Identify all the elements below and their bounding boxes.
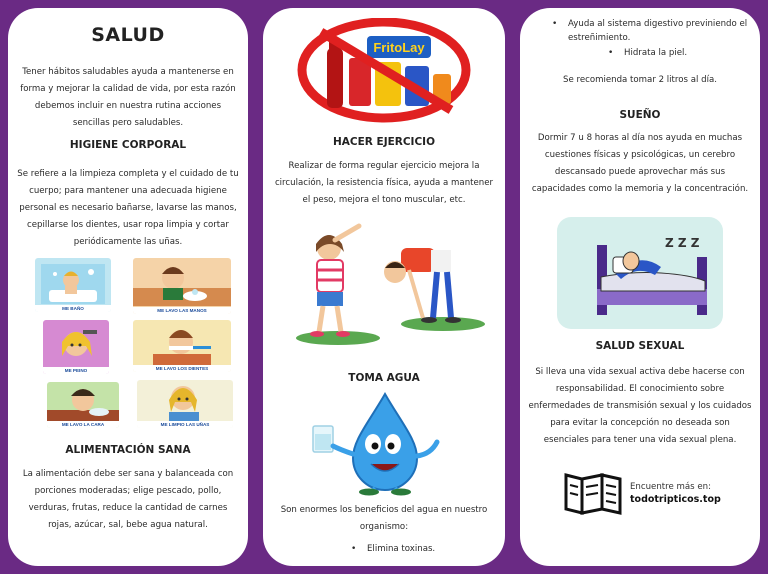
panel-salud bbox=[8, 8, 248, 566]
sleep-text: Dormir 7 u 8 horas al día nos ayuda en muchas cuestiones físicas y psicológicas, un cerebro descansado puede aprovechar más sus capacidades como la memoria y la concentración. bbox=[531, 133, 749, 194]
heading-salud-sexual: SALUD SEXUAL bbox=[595, 340, 685, 352]
exercise-illustration bbox=[283, 220, 493, 350]
footer-text: Encuentre más en: bbox=[630, 482, 711, 492]
footer-link[interactable]: todotripticos.top bbox=[630, 494, 721, 505]
water-bullet-1: • Elimina toxinas. bbox=[351, 544, 436, 554]
bullet-skin: • Hidrata la piel. bbox=[608, 48, 688, 58]
heading-higiene: HIGIENE CORPORAL bbox=[69, 139, 187, 151]
water-drop-illustration bbox=[305, 388, 455, 496]
hygiene-bath-image bbox=[35, 258, 111, 312]
intro-text: Tener hábitos saludables ayuda a mantenerse en forma y mejorar la calidad de vida, por esta razón debemos incluir en nuestra rutina acciones sencillas pero saludables. bbox=[20, 67, 236, 128]
hygiene-teeth-image bbox=[133, 320, 231, 372]
heading-sueno: SUEÑO bbox=[619, 109, 661, 121]
bullet-digestive-text: Ayuda al sistema digestivo previniendo el estreñimiento. bbox=[568, 19, 748, 43]
caption-manos: ME LAVO LAS MANOS bbox=[133, 307, 231, 314]
hygiene-face-image bbox=[47, 382, 119, 428]
heading-agua: TOMA AGUA bbox=[348, 372, 420, 384]
sleep-illustration bbox=[557, 217, 723, 329]
bullet-skin-text: Hidrata la piel. bbox=[624, 48, 688, 58]
hygiene-text: Se refiere a la limpieza completa y el cuidado de tu cuerpo; para mantener una adecuada higiene personal es necesario bañarse, lavarse las manos, cepillarse los dientes, usar ropa limpia y cortar periódicamente las uñas. bbox=[17, 169, 239, 247]
heading-alimentacion: ALIMENTACIÓN SANA bbox=[65, 444, 191, 456]
caption-bano: ME BAÑO bbox=[35, 305, 111, 312]
bullet-digestive: • Ayuda al sistema digestivo previniendo el estreñimiento. bbox=[552, 19, 748, 43]
hygiene-comb-image bbox=[43, 320, 109, 374]
exercise-text: Realizar de forma regular ejercicio mejora la circulación, la resistencia física, ayuda a mantener el peso, mejora el tono muscular, etc. bbox=[274, 161, 494, 205]
hygiene-illustration bbox=[33, 258, 233, 428]
fritolay-logo-text: FritoLay bbox=[373, 40, 425, 55]
caption-peino: ME PEINO bbox=[43, 367, 109, 374]
caption-cara: ME LAVO LA CARA bbox=[47, 421, 119, 428]
food-text: La alimentación debe ser sana y balanceada con porciones moderadas; elige pescado, pollo, verduras, frutas, reduce la cantidad de carnes rojas, azúcar, sal, bebe agua natural. bbox=[22, 469, 234, 530]
hygiene-hands-image bbox=[133, 258, 231, 314]
junk-food-no-sign-image bbox=[289, 18, 479, 123]
heading-ejercicio: HACER EJERCICIO bbox=[332, 136, 436, 148]
hygiene-nails-image bbox=[137, 380, 233, 428]
panel-ejercicio-agua bbox=[263, 8, 505, 566]
zzz-text: Z Z Z bbox=[665, 236, 700, 250]
water-text: Son enormes los beneficios del agua en nuestro organismo: bbox=[280, 505, 488, 532]
caption-unas: ME LIMPIO LAS UÑAS bbox=[137, 421, 233, 428]
panel-sueno-sexual bbox=[520, 8, 760, 566]
title-salud: SALUD bbox=[91, 24, 165, 46]
brochure-icon bbox=[564, 471, 622, 517]
sexual-health-text: Si lleva una vida sexual activa debe hacerse con responsabilidad. El conocimiento sobre enfermedades de transmisión sexual y los cuidados para evitar la concepción no deseada son esenciales para tener una vida sexual plena. bbox=[528, 367, 752, 445]
water-bullet-1-text: Elimina toxinas. bbox=[367, 544, 436, 554]
caption-dientes: ME LAVO LOS DIENTES bbox=[133, 365, 231, 372]
liters-text: Se recomienda tomar 2 litros al día. bbox=[563, 75, 717, 85]
